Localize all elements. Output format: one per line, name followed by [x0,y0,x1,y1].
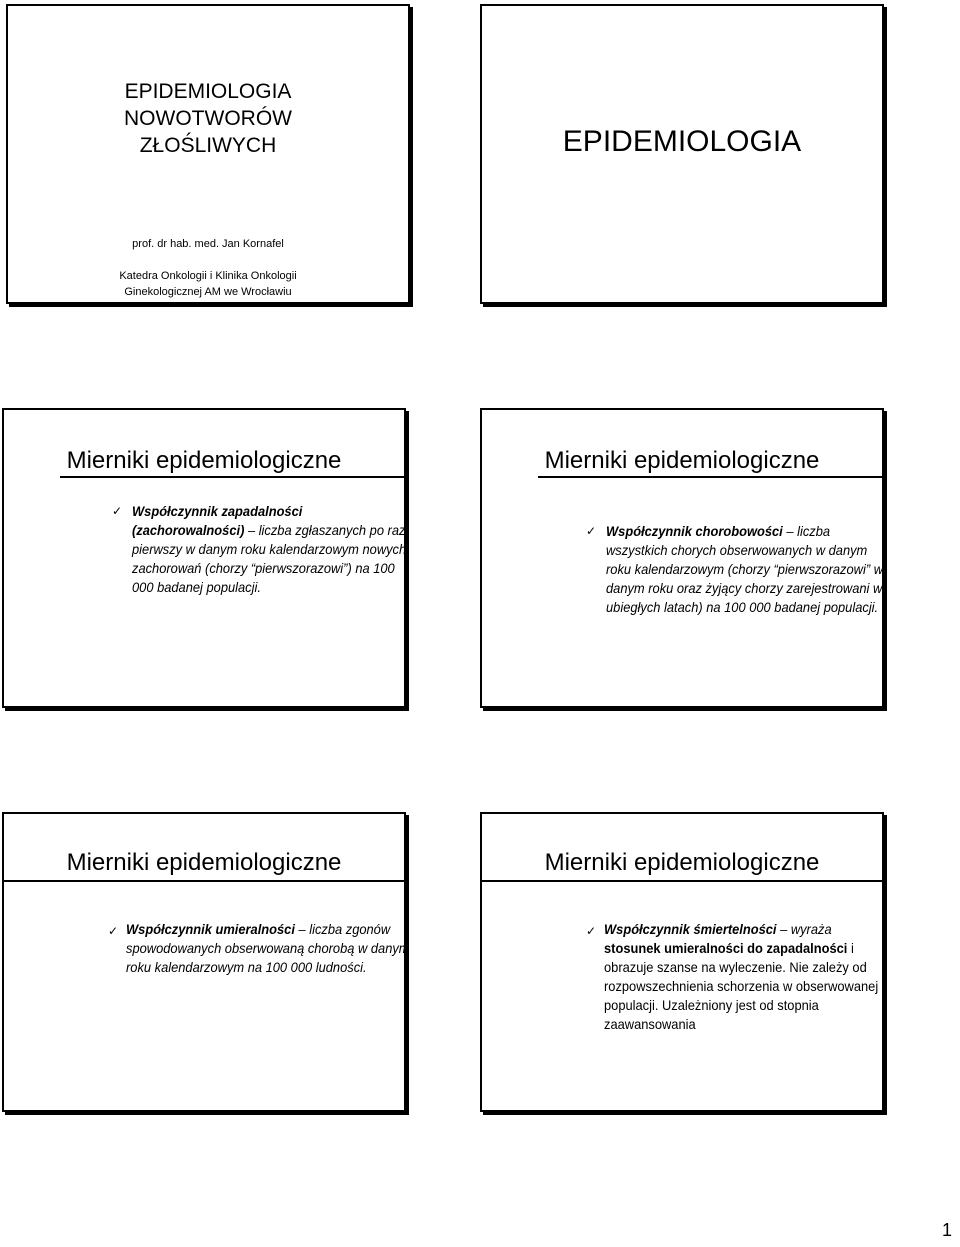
slide-section [480,4,884,304]
affiliation-line-1: Katedra Onkologii i Klinika Onkologii [119,270,297,282]
term-2: stosunek umieralności do zapadalności [604,940,848,956]
section-title: EPIDEMIOLOGIA [562,125,802,158]
slide-fatality [480,812,884,1112]
slide-heading: Mierniki epidemiologiczne [544,849,820,876]
heading-rule [538,476,882,478]
term: Współczynnik śmiertelności [604,921,777,937]
slide-incidence [2,408,406,708]
title-line-3: ZŁOŚLIWYCH [139,134,277,157]
definition-text [132,502,408,597]
term: Współczynnik zapadalności (zachorowalności) [132,503,303,538]
affiliation [8,268,408,300]
slide-mortality [2,812,410,1112]
term: Współczynnik chorobowości [606,523,783,539]
definition: – liczba wszystkich chorych obserwowanych w danym roku kalendarzowym (chorzy “pierwszorazowi” w danym roku oraz żyjący chorzy zarejestrowani w ubiegłych latach) na 100 000 badanej populacji. [606,523,884,615]
slide-prevalence [480,408,884,708]
definition-text [606,522,888,617]
page-number: 1 [941,1220,952,1240]
check-icon: ✓ [586,524,597,538]
slide-heading: Mierniki epidemiologiczne [66,849,342,876]
definition: – liczba zgonów spowodowanych obserwowaną chorobą w danym roku kalendarzowym na 100 000 ludności. [126,921,410,975]
main-title [8,78,408,159]
definition: – liczba zgłaszanych po raz pierwszy w danym roku kalendarzowym nowych zachorowań (chorzy “pierwszorazowi”) na 100 000 badanej populacji. [132,522,407,595]
check-icon: ✓ [112,504,123,518]
slide-heading: Mierniki epidemiologiczne [66,447,342,474]
slide-heading: Mierniki epidemiologiczne [544,447,820,474]
heading-rule [60,476,404,478]
definition-text [126,920,411,977]
definition-text [604,920,889,1034]
check-icon: ✓ [586,924,597,938]
title-line-2: NOWOTWORÓW [124,107,292,130]
slide-title [6,4,410,304]
title-line-1: EPIDEMIOLOGIA [124,80,292,103]
affiliation-line-2: Ginekologicznej AM we Wrocławiu [124,286,292,298]
heading-rule [4,880,404,882]
check-icon: ✓ [108,924,119,938]
definition-part-a: – wyraża [776,921,832,937]
heading-rule [482,880,882,882]
author: prof. dr hab. med. Jan Kornafel [132,238,284,250]
term: Współczynnik umieralności [126,921,295,937]
definition-part-b: i obrazuje szanse na wyleczenie. Nie zależy od rozpowszechnienia schorzenia w obserwowanej populacji. Uzależniony jest od stopnia zaawansowania [604,940,879,1032]
